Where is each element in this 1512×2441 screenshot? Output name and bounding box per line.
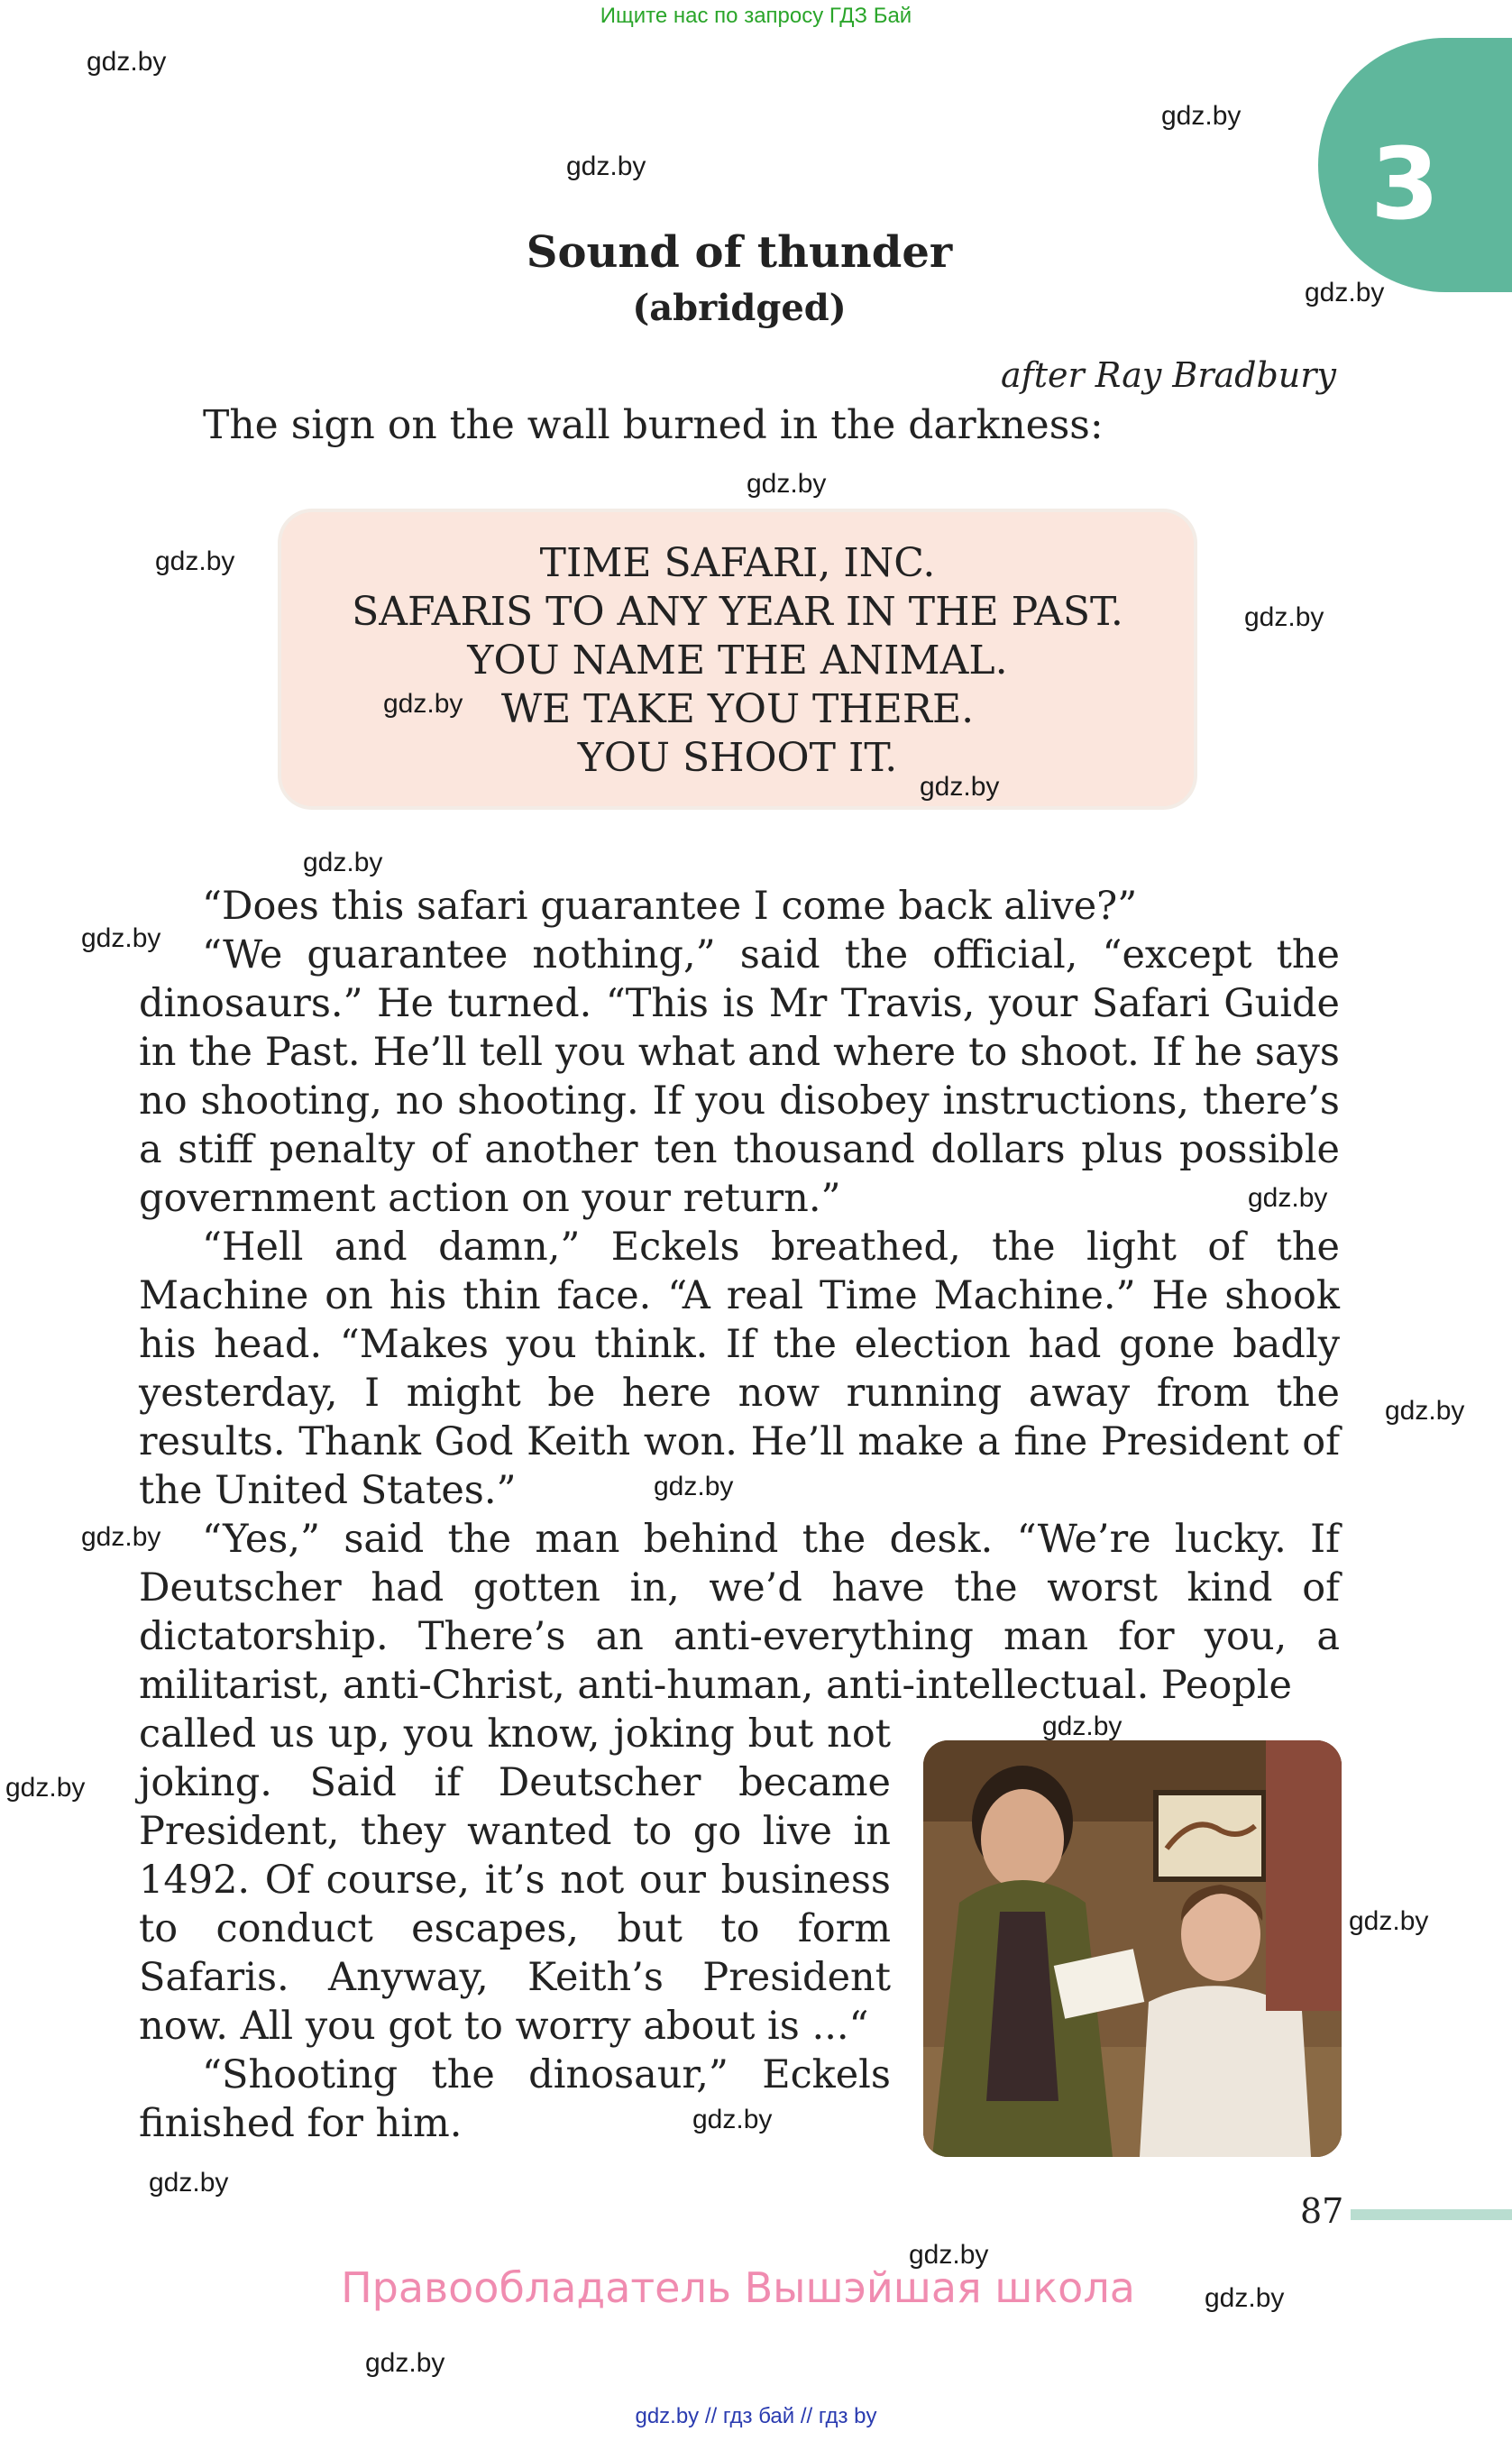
paragraph: “Yes,” said the man behind the desk. “We’re lucky. If Deutscher had gotten in, we’d have the worst kind of dictatorship. There’s an anti-everything man for you, a militarist, anti-Christ, anti-human, anti-intellectual. People <box>139 1517 1340 1708</box>
watermark: gdz.by <box>566 151 646 181</box>
bottom-note: gdz.by // гдз бай // гдз by <box>635 2404 877 2428</box>
story-subtitle: (abridged) <box>632 287 847 329</box>
watermark: gdz.by <box>1161 101 1242 131</box>
sign-line: YOU NAME THE ANIMAL. <box>467 638 1008 684</box>
watermark: gdz.by <box>909 2240 989 2270</box>
paragraph: “Shooting the dinosaur,” Eckels finished for him. <box>139 2052 891 2146</box>
watermark: gdz.by <box>747 469 827 499</box>
watermark: gdz.by <box>1042 1711 1123 1741</box>
watermark: gdz.by <box>1205 2283 1285 2313</box>
watermark: gdz.by <box>81 923 161 953</box>
page-number: 87 <box>1300 2191 1344 2231</box>
paragraph: “We guarantee nothing,” said the official, “except the dinosaurs.” He turned. “This is Mr Travis, your Safari Guide in the Past. He’ll tell you what and where to shoot. If he says no shooting, no shooting. If you disobey instructions, there’s a stiff penalty of another ten thousand dollars plus possible government action on your return.” <box>139 932 1340 1221</box>
watermark: gdz.by <box>87 47 167 77</box>
watermark: gdz.by <box>654 1472 734 1501</box>
watermark: gdz.by <box>1305 278 1385 307</box>
watermark: gdz.by <box>1385 1396 1465 1426</box>
sign-line: TIME SAFARI, INC. <box>539 540 936 586</box>
photo-illustration <box>923 1740 1342 2157</box>
sign-line: YOU SHOOT IT. <box>577 735 898 781</box>
watermark: gdz.by <box>1248 1183 1328 1213</box>
sign-line: WE TAKE YOU THERE. <box>500 686 975 732</box>
paragraph: called us up, you know, joking but not joking. Said if Deutscher became President, they wanted to go live in 1492. Of course, it’s not our business to conduct escapes, but to form Safaris. Anyway, Keith’s President now. All you got to worry about is ...“ <box>139 1711 891 2049</box>
watermark: gdz.by <box>149 2168 229 2198</box>
story-photo <box>923 1740 1342 2157</box>
top-note: Ищите нас по запросу ГДЗ Бай <box>600 4 912 28</box>
story-intro: The sign on the wall burned in the darkness: <box>203 402 1104 448</box>
watermark: gdz.by <box>383 689 463 719</box>
watermark: gdz.by <box>692 2105 773 2134</box>
paragraph: “Does this safari guarantee I come back alive?” <box>202 884 1138 929</box>
page-number-bar <box>1351 2209 1512 2220</box>
story-title: Sound of thunder <box>526 227 953 278</box>
watermark: gdz.by <box>155 546 235 576</box>
sign-line: SAFARIS TO ANY YEAR IN THE PAST. <box>352 589 1123 635</box>
watermark: gdz.by <box>5 1773 86 1803</box>
watermark: gdz.by <box>81 1522 161 1552</box>
sign-text <box>281 539 1194 783</box>
chapter-number: 3 <box>1370 126 1440 242</box>
watermark: gdz.by <box>920 772 1000 802</box>
paragraph: “Hell and damn,” Eckels breathed, the light of the Machine on his thin face. “A real Time Machine.” He shook his head. “Makes you think. If the election had gone badly yesterday, I might be here now running away from the results. Thank God Keith won. He’ll make a fine President of the United States.” <box>139 1225 1340 1513</box>
watermark: gdz.by <box>303 848 383 877</box>
watermark: gdz.by <box>365 2348 445 2378</box>
watermark: gdz.by <box>1244 602 1324 632</box>
story-author: after Ray Bradbury <box>1001 355 1336 395</box>
watermark: gdz.by <box>1349 1906 1429 1936</box>
rights-holder: Правообладатель Вышэйшая школа <box>341 2263 1135 2312</box>
